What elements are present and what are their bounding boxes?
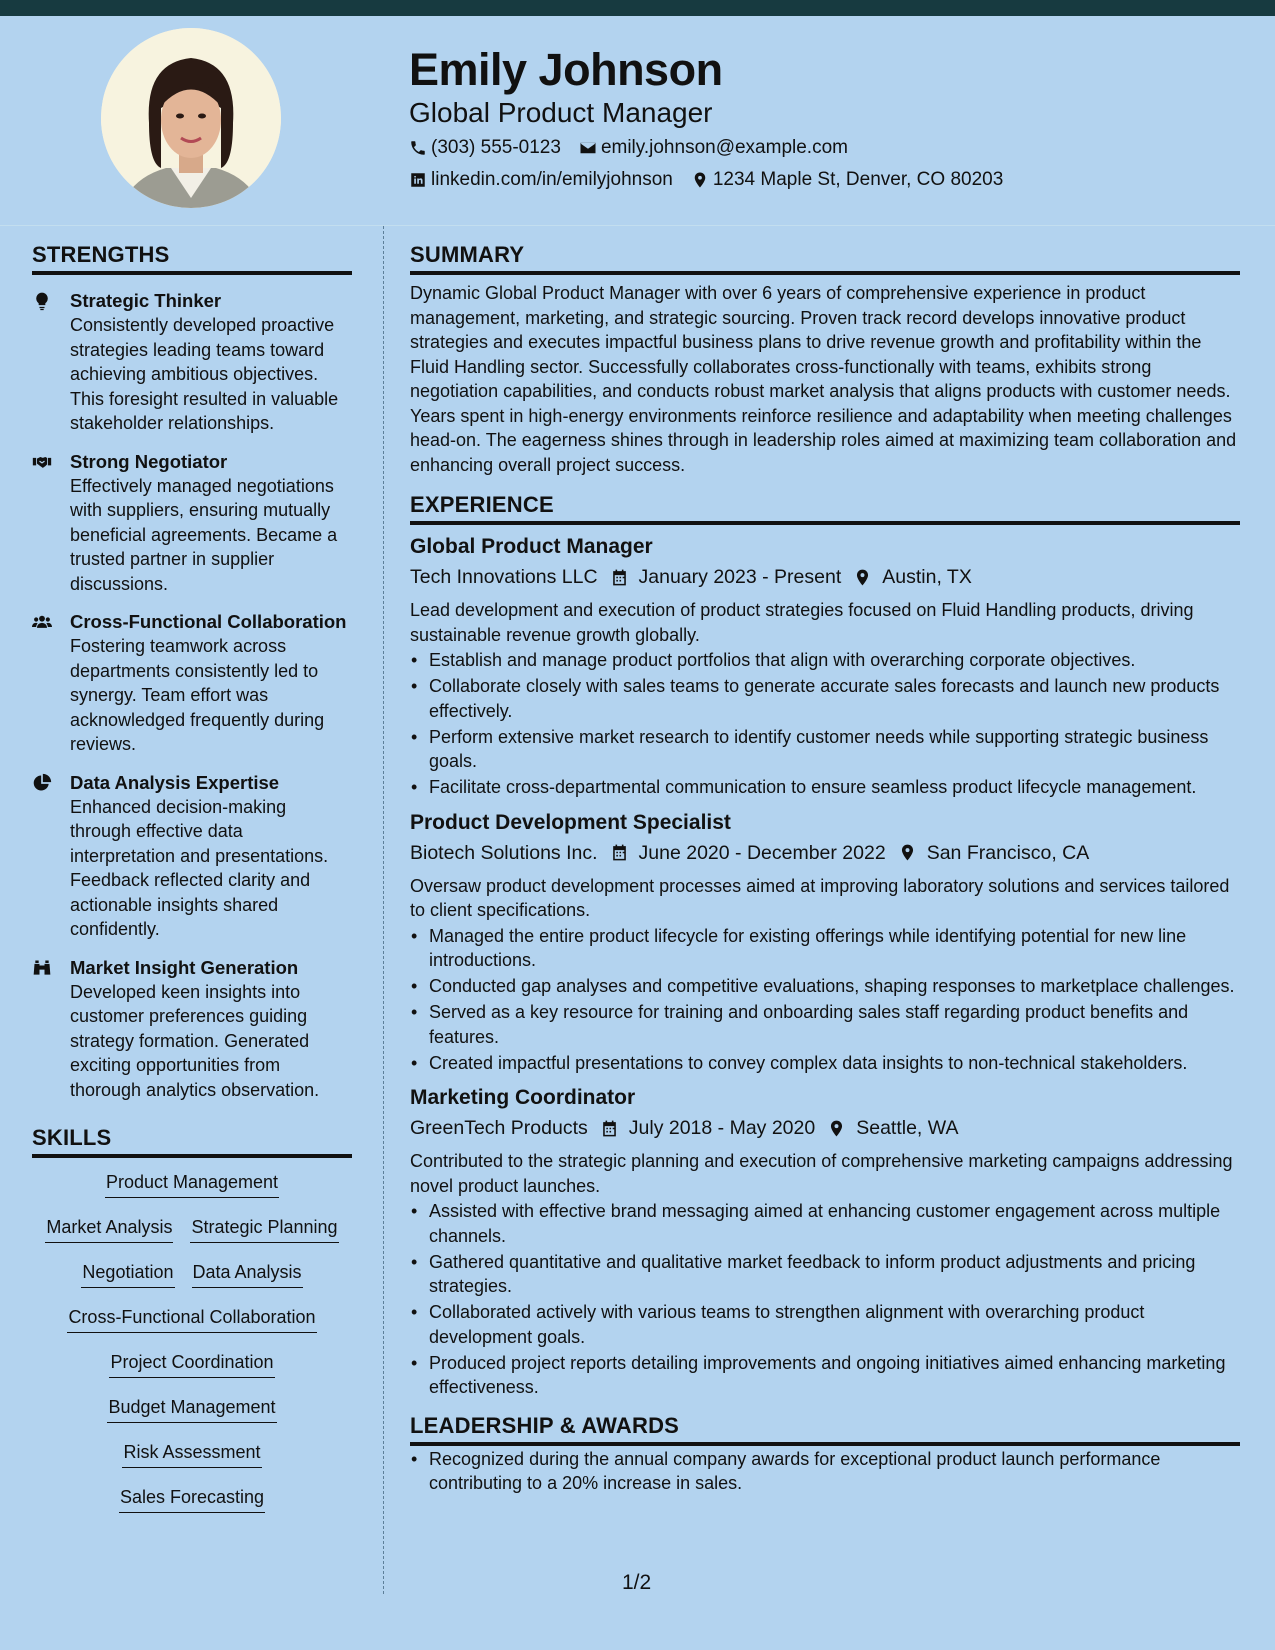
map-pin-icon — [898, 843, 917, 862]
phone-icon — [409, 139, 427, 157]
job-bullets — [410, 1199, 1240, 1400]
job-bullet: • Facilitate cross-departmental communication to ensure seamless product lifecycle management. — [410, 775, 1240, 800]
job-entry — [410, 809, 1240, 1076]
job-entry — [410, 533, 1240, 800]
profile-photo — [101, 28, 281, 208]
strength-item — [32, 956, 352, 1103]
strength-description: Consistently developed proactive strategies leading teams toward achieving ambitious objectives. This foresight resulted in valuable stakeholder relationships. — [70, 315, 339, 433]
strength-item — [32, 289, 352, 436]
skill-tag: Risk Assessment — [122, 1440, 261, 1468]
job-company: GreenTech Products — [410, 1117, 588, 1139]
column-divider — [383, 226, 384, 1594]
job-location: Austin, TX — [882, 566, 972, 588]
skill-tag: Negotiation — [81, 1260, 174, 1288]
strength-title: Data Analysis Expertise — [70, 771, 280, 793]
strength-title: Strong Negotiator — [70, 450, 228, 472]
strength-item — [32, 610, 352, 757]
binoculars-icon — [32, 958, 52, 978]
job-dates: July 2018 - May 2020 — [628, 1117, 816, 1139]
job-bullet: • Assisted with effective brand messaging aimed at enhancing customer engagement across multiple channels. — [410, 1199, 1240, 1248]
job-title: Global Product Manager — [410, 535, 653, 558]
map-pin-icon — [827, 1119, 846, 1138]
job-dates: January 2023 - Present — [638, 566, 842, 588]
job-bullet: • Gathered quantitative and qualitative market feedback to inform product adjustments and pricing strategies. — [410, 1250, 1240, 1299]
skill-tag: Sales Forecasting — [119, 1485, 265, 1513]
contact-address — [691, 167, 1003, 193]
skill-tag: Budget Management — [107, 1395, 276, 1423]
header-divider — [0, 225, 1275, 226]
linkedin-text: linkedin.com/in/emilyjohnson — [431, 169, 673, 190]
contact-row-2 — [409, 166, 1249, 194]
strengths-heading: STRENGTHS — [32, 241, 352, 275]
job-description: Lead development and execution of product strategies focused on Fluid Handling products, driving sustainable revenue growth globally. — [410, 600, 1194, 645]
job-title: Product Development Specialist — [410, 810, 731, 834]
job-bullet: • Collaborate closely with sales teams to generate accurate sales forecasts and launch new products effectively. — [410, 674, 1240, 723]
strength-title: Cross-Functional Collaboration — [70, 611, 347, 632]
job-company: Biotech Solutions Inc. — [410, 841, 598, 864]
skills-list — [32, 1170, 352, 1530]
users-icon — [32, 612, 52, 632]
skill-tag: Market Analysis — [45, 1215, 173, 1243]
leadership-item: • Recognized during the annual company awards for exceptional product launch performance contributing to a 20% increase in sales. — [410, 1447, 1240, 1496]
strength-item — [32, 771, 352, 942]
contact-email[interactable] — [579, 135, 848, 161]
strength-title: Strategic Thinker — [70, 290, 222, 311]
job-bullet: • Served as a key resource for training and onboarding sales staff regarding product benefits and features. — [410, 1000, 1240, 1049]
job-bullet: • Establish and manage product portfolios that align with overarching corporate objectives. — [410, 648, 1240, 673]
map-pin-icon — [691, 171, 709, 189]
resume-header — [409, 44, 1249, 194]
summary-heading: SUMMARY — [410, 241, 1240, 275]
pie-chart-icon — [32, 773, 52, 793]
contact-linkedin[interactable] — [409, 167, 673, 193]
right-column — [410, 241, 1240, 1497]
job-dates: June 2020 - December 2022 — [638, 841, 886, 864]
candidate-name: Emily Johnson — [409, 44, 723, 95]
handshake-icon — [32, 452, 52, 472]
page-number: 1/2 — [622, 1571, 652, 1594]
calendar-icon — [600, 1119, 619, 1138]
skill-tag: Data Analysis — [192, 1260, 303, 1288]
skills-heading: SKILLS — [32, 1124, 352, 1158]
job-meta — [410, 839, 1240, 867]
summary-text: Dynamic Global Product Manager with over 6 years of comprehensive experience in product management, marketing, and strategic sourcing. Proven track record develops innovative product strategies and executes impactful business plans to drive revenue growth and profitability within the Fluid Handling sector. Successfully collaborates cross-functionally with teams, exhibits strong negotiation capabilities, and conducts robust market analysis that aligns products with customer needs. Years spent in high-energy environments reinforce resilience and adaptability when meeting challenges head-on. The eagerness shines through in leadership roles aimed at maximizing team collaboration and enhancing overall project success. — [410, 283, 1237, 475]
top-bar — [0, 0, 1275, 16]
lightbulb-icon — [32, 291, 52, 311]
skill-tag: Project Coordination — [109, 1350, 274, 1378]
left-column — [32, 241, 352, 1530]
job-bullet: • Created impactful presentations to convey complex data insights to non-technical stakeholders. — [410, 1051, 1240, 1076]
skill-tag: Cross-Functional Collaboration — [67, 1305, 316, 1333]
job-bullets — [410, 924, 1240, 1076]
calendar-icon — [610, 568, 629, 587]
strength-item — [32, 450, 352, 597]
job-location: San Francisco, CA — [926, 841, 1090, 864]
calendar-icon — [610, 843, 629, 862]
contact-row-1 — [409, 134, 1249, 162]
job-bullet: • Produced project reports detailing improvements and ongoing initiatives aimed enhancing marketing effectiveness. — [410, 1351, 1240, 1400]
skill-tag: Product Management — [105, 1170, 279, 1198]
email-text: emily.johnson@example.com — [600, 137, 848, 158]
job-meta — [410, 563, 1240, 591]
experience-heading: EXPERIENCE — [410, 491, 1240, 525]
job-company: Tech Innovations LLC — [410, 566, 598, 588]
address-text: 1234 Maple St, Denver, CO 80203 — [712, 169, 1004, 190]
strength-description: Developed keen insights into customer preferences guiding strategy formation. Generated exciting opportunities from thorough analytics observation. — [70, 981, 320, 1100]
strength-title: Market Insight Generation — [70, 956, 299, 978]
job-bullet: • Perform extensive market research to identify customer needs while supporting strategic business goals. — [410, 725, 1240, 774]
job-bullet: • Conducted gap analyses and competitive evaluations, shaping responses to marketplace challenges. — [410, 974, 1240, 999]
job-description: Contributed to the strategic planning and execution of comprehensive marketing campaigns addressing novel product launches. — [410, 1151, 1233, 1196]
leadership-heading: LEADERSHIP & AWARDS — [410, 1412, 1240, 1446]
map-pin-icon — [853, 568, 872, 587]
envelope-icon — [579, 139, 597, 157]
strength-description: Fostering teamwork across departments consistently led to synergy. Team effort was acknowledged frequently during reviews. — [70, 636, 325, 754]
job-bullet: • Collaborated actively with various teams to strengthen alignment with overarching product development goals. — [410, 1300, 1240, 1349]
strength-description: Enhanced decision-making through effective data interpretation and presentations. Feedback reflected clarity and actionable insights shared confidently. — [70, 796, 329, 939]
strength-description: Effectively managed negotiations with suppliers, ensuring mutually beneficial agreements. Became a trusted partner in supplier discussions. — [70, 475, 338, 594]
job-bullets — [410, 648, 1240, 800]
leadership-list — [410, 1447, 1240, 1496]
job-title: Marketing Coordinator — [410, 1086, 636, 1109]
job-meta — [410, 1114, 1240, 1142]
contact-phone[interactable] — [409, 135, 561, 161]
skill-tag: Strategic Planning — [190, 1215, 338, 1243]
linkedin-icon — [409, 171, 427, 189]
job-location: Seattle, WA — [856, 1117, 959, 1139]
job-bullet: • Managed the entire product lifecycle for existing offerings while identifying potential for new line introductions. — [410, 924, 1240, 973]
job-entry — [410, 1084, 1240, 1400]
candidate-title: Global Product Manager — [409, 97, 713, 128]
phone-text: (303) 555-0123 — [431, 137, 561, 158]
job-description: Oversaw product development processes aimed at improving laboratory solutions and services tailored to client specifications. — [410, 875, 1230, 920]
